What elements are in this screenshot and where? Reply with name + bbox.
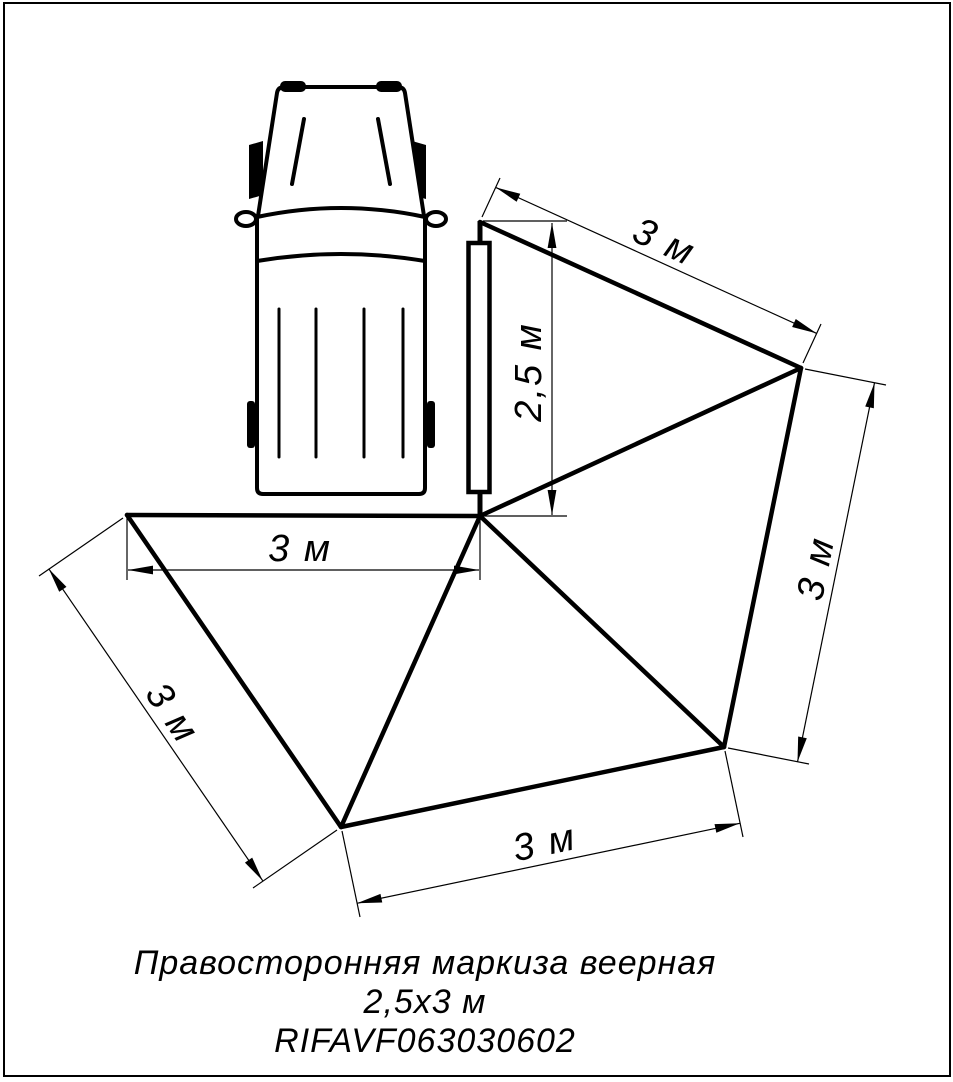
dimension-left-rib — [127, 517, 480, 580]
dimension-left-rib-label: 3 м — [268, 528, 332, 570]
vehicle-cab-outline — [258, 87, 424, 216]
vehicle-right-hook — [426, 212, 446, 226]
title-line-1: Правосторонняя маркиза веерная — [133, 944, 717, 982]
dimension-top-edge-label: 3 м — [626, 209, 702, 275]
fan-rib-4-horizontal — [127, 515, 480, 516]
title-line-2: 2,5x3 м — [363, 983, 487, 1021]
title-block — [134, 944, 717, 1060]
vehicle-left-hook — [236, 212, 256, 226]
dimension-bottom-edge — [342, 751, 743, 917]
vehicle-front-right-marker — [376, 81, 402, 92]
fan-edge-right — [724, 368, 801, 747]
vehicle-right-door-handle — [427, 401, 435, 448]
title-line-3: RIFAVF063030602 — [274, 1022, 576, 1060]
dimension-right-edge-label: 3 м — [789, 533, 844, 605]
fan-edge-bottom — [341, 747, 724, 827]
fan-rib-3 — [341, 516, 480, 827]
dimension-projection-label: 2,5 м — [508, 322, 550, 422]
fan-rib-2 — [480, 516, 724, 747]
dimension-left-edge-label: 3 м — [136, 675, 208, 752]
dimension-left-edge — [39, 518, 337, 888]
dimension-callouts — [39, 178, 886, 917]
dimension-bottom-edge-label: 3 м — [509, 816, 581, 871]
vehicle-top-view — [236, 81, 446, 494]
vehicle-left-door-handle — [247, 401, 255, 448]
vehicle-front-left-marker — [280, 81, 306, 92]
awning-case — [469, 221, 490, 518]
dimension-projection — [483, 221, 567, 516]
dimension-right-edge — [728, 369, 886, 764]
case-housing — [469, 243, 490, 492]
fan-awning — [127, 222, 801, 827]
